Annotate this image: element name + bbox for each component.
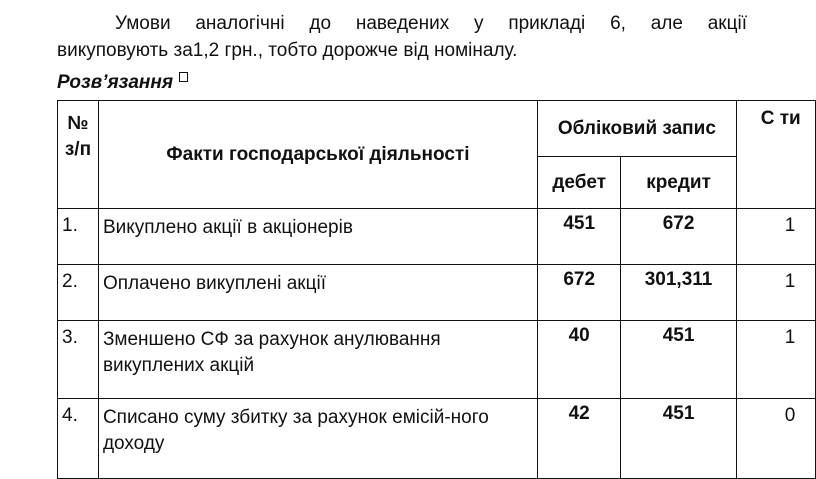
row-sum: 1 bbox=[736, 321, 815, 399]
header-credit: кредит bbox=[621, 157, 736, 209]
solution-heading-text: Розв’язання bbox=[57, 72, 174, 93]
header-debit: дебет bbox=[537, 157, 620, 209]
square-icon bbox=[179, 72, 188, 82]
row-credit: 301,311 bbox=[621, 265, 736, 321]
row-debit: 40 bbox=[537, 321, 620, 399]
row-debit: 672 bbox=[537, 265, 620, 321]
intro-paragraph bbox=[57, 10, 747, 64]
row-number: 2. bbox=[58, 265, 99, 321]
header-sum: С ти bbox=[736, 101, 815, 209]
row-debit: 451 bbox=[537, 209, 620, 265]
row-number: 4. bbox=[58, 399, 99, 479]
table-header-row bbox=[58, 101, 816, 157]
transactions-table bbox=[57, 100, 816, 479]
row-fact: Зменшено СФ за рахунок анулювання викуплених акцій bbox=[98, 321, 537, 399]
row-fact: Списано суму збитку за рахунок емісій-ного доходу bbox=[98, 399, 537, 479]
row-fact: Оплачено викуплені акції bbox=[98, 265, 537, 321]
row-fact: Викуплено акції в акціонерів bbox=[98, 209, 537, 265]
header-facts: Факти господарської діяльності bbox=[98, 101, 537, 209]
row-sum: 1 bbox=[736, 209, 815, 265]
header-record: Обліковий запис bbox=[537, 101, 736, 157]
intro-line-2: викуповують за1,2 грн., тобто дорожче від номіналу. bbox=[57, 40, 518, 61]
table-row bbox=[58, 265, 816, 321]
row-credit: 451 bbox=[621, 321, 736, 399]
row-number: 1. bbox=[58, 209, 99, 265]
row-number: 3. bbox=[58, 321, 99, 399]
header-number: № з/п bbox=[58, 101, 99, 209]
row-credit: 672 bbox=[621, 209, 736, 265]
intro-line-1: Умови аналогічні до наведених у прикладі 6, але акції bbox=[115, 13, 747, 34]
row-credit: 451 bbox=[621, 399, 736, 479]
row-sum: 1 bbox=[736, 265, 815, 321]
table-row bbox=[58, 399, 816, 479]
table-row bbox=[58, 209, 816, 265]
table-row bbox=[58, 321, 816, 399]
row-debit: 42 bbox=[537, 399, 620, 479]
row-sum: 0 bbox=[736, 399, 815, 479]
solution-heading bbox=[57, 72, 188, 94]
